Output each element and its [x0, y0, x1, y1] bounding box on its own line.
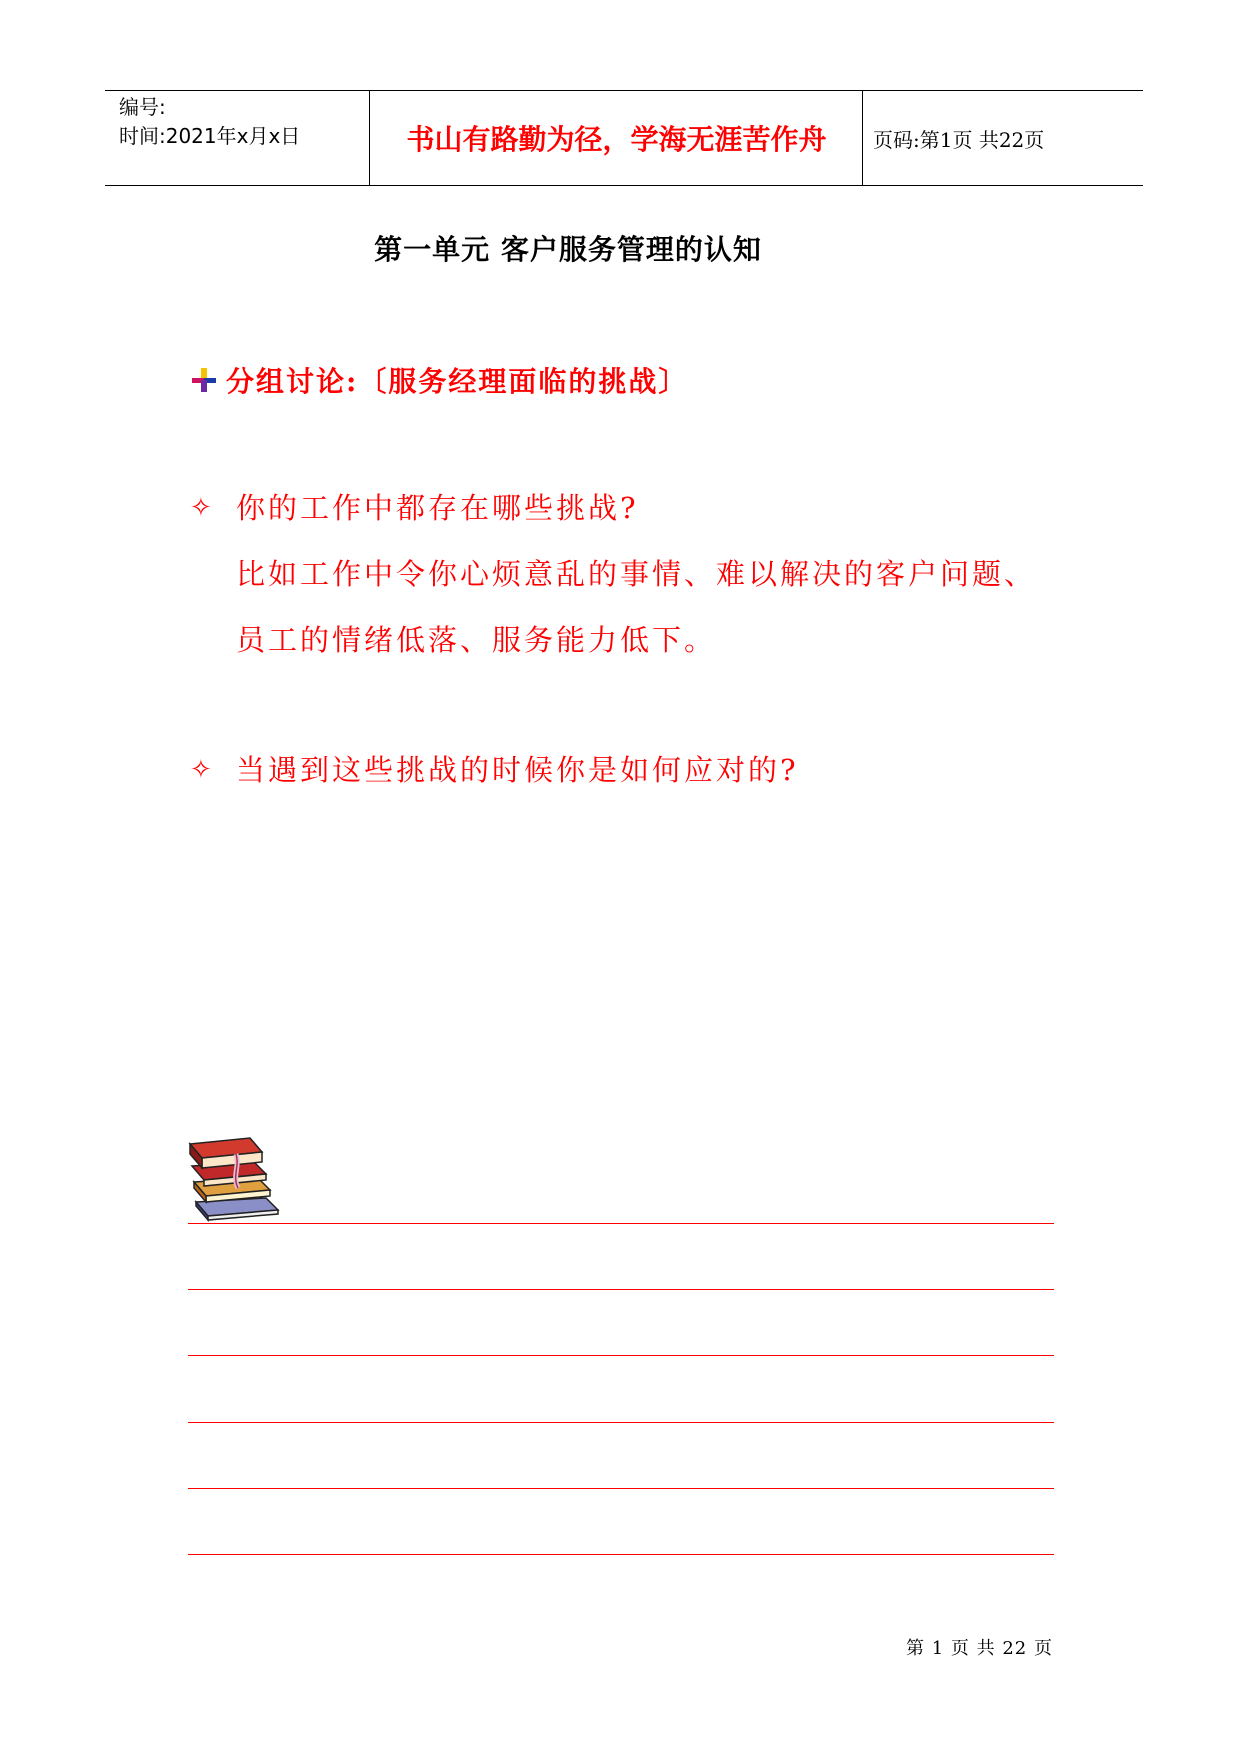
question-1-detail-line-2: 员工的情绪低落、服务能力低下。 [236, 623, 717, 657]
header-page-number: 页码:第1页 共22页 [873, 127, 1045, 152]
writing-line [188, 1289, 1054, 1290]
writing-line [188, 1422, 1054, 1423]
header-divider [862, 91, 863, 185]
header-divider [369, 91, 370, 185]
number-label: 编号: [119, 95, 166, 119]
books-stack-icon [186, 1132, 286, 1222]
diamond-bullet-icon: ✧ [190, 493, 212, 523]
writing-line [188, 1554, 1054, 1555]
writing-line [188, 1223, 1054, 1224]
cross-bullet-icon [190, 366, 218, 394]
header-motto: 书山有路勤为径，学海无涯苦作舟 [406, 123, 827, 156]
diamond-bullet-icon: ✧ [190, 755, 212, 785]
time-label: 时间:2021年x月x日 [119, 124, 301, 148]
question-1-detail-line-1: 比如工作中令你心烦意乱的事情、难以解决的客户问题、 [236, 557, 1037, 591]
question-2: 当遇到这些挑战的时候你是如何应对的? [236, 753, 799, 787]
group-discussion-heading [190, 358, 688, 402]
group-discussion-text: 分组讨论:〔服务经理面临的挑战〕 [226, 365, 689, 398]
unit-title: 第一单元 客户服务管理的认知 [374, 233, 762, 266]
writing-line [188, 1355, 1054, 1356]
page-header [105, 90, 1143, 186]
page-footer: 第 1 页 共 22 页 [906, 1638, 1053, 1659]
question-1: 你的工作中都存在哪些挑战? [236, 491, 639, 525]
header-meta [119, 93, 300, 151]
writing-line [188, 1488, 1054, 1489]
